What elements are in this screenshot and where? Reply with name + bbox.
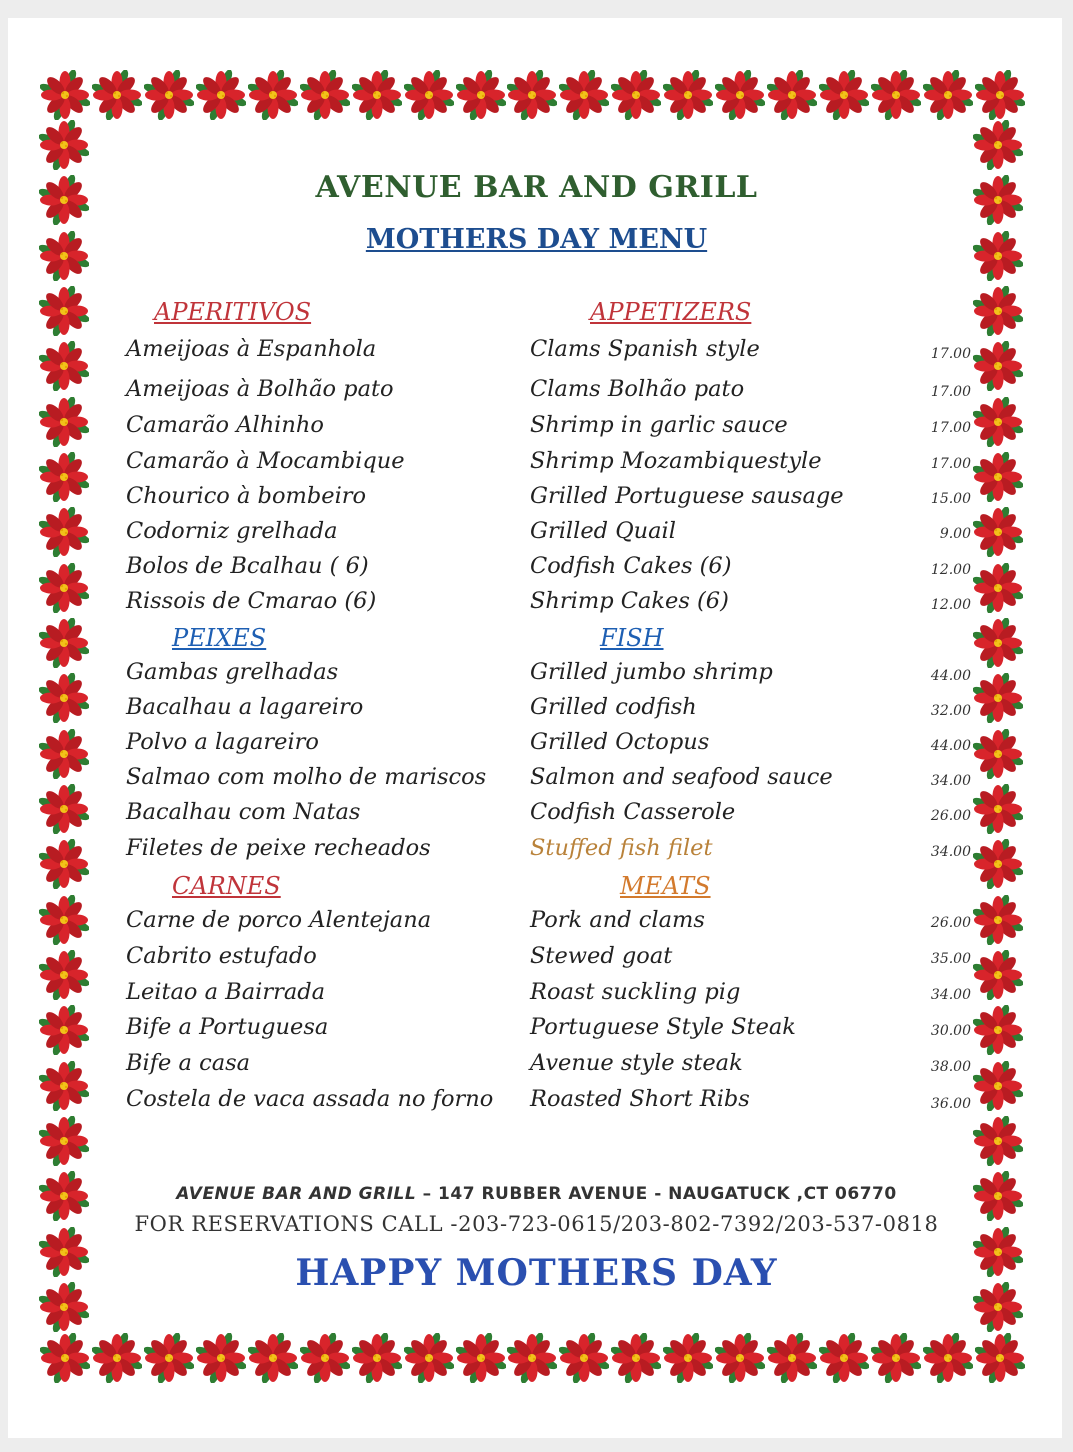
menu-item-pt: Ameijoas à Espanhola [126, 336, 377, 362]
menu-item-price: 9.00 [939, 526, 971, 542]
menu-item-pt: Camarão à Mocambique [126, 448, 405, 474]
menu-item-en: Codfish Casserole [530, 799, 736, 825]
poinsettia-icon [39, 895, 89, 945]
poinsettia-icon [39, 618, 89, 668]
menu-item-price: 12.00 [930, 597, 971, 613]
poinsettia-icon [40, 70, 90, 120]
menu-item-en: Shrimp Cakes (6) [530, 588, 729, 614]
border-bottom [40, 1333, 1025, 1383]
border-left [38, 120, 90, 1332]
poinsettia-icon [973, 507, 1023, 557]
menu-item-en: Grilled Portuguese sausage [530, 483, 844, 509]
menu-item-en: Codfish Cakes (6) [530, 553, 732, 579]
menu-item-pt: Bacalhau a lagareiro [126, 694, 364, 720]
poinsettia-icon [39, 286, 89, 336]
menu-item-price: 12.00 [930, 562, 971, 578]
menu-item-en: Avenue style steak [530, 1050, 743, 1076]
poinsettia-icon [404, 1333, 454, 1383]
poinsettia-icon [144, 70, 194, 120]
menu-item-en: Grilled Quail [530, 518, 676, 544]
poinsettia-icon [611, 70, 661, 120]
poinsettia-icon [973, 673, 1023, 723]
menu-item-en: Grilled Octopus [530, 729, 710, 755]
menu-item-pt: Codorniz grelhada [126, 518, 338, 544]
poinsettia-icon [39, 341, 89, 391]
poinsettia-icon [663, 1333, 713, 1383]
section-meats: MEATS [620, 872, 711, 900]
menu-item-en: Portuguese Style Steak [530, 1014, 796, 1040]
menu-item-price: 44.00 [930, 738, 971, 754]
poinsettia-icon [196, 70, 246, 120]
section-fish: FISH [600, 624, 664, 652]
poinsettia-icon [40, 1333, 90, 1383]
menu-item-pt: Bife a Portuguesa [126, 1014, 329, 1040]
menu-item-price: 17.00 [930, 384, 971, 400]
poinsettia-icon [973, 452, 1023, 502]
menu-item-pt: Carne de porco Alentejana [126, 907, 432, 933]
poinsettia-icon [973, 120, 1023, 170]
poinsettia-icon [975, 70, 1025, 120]
menu-item-pt: Ameijoas à Bolhão pato [126, 376, 394, 402]
poinsettia-icon [973, 341, 1023, 391]
restaurant-title: AVENUE BAR AND GRILL [315, 170, 758, 205]
poinsettia-icon [144, 1333, 194, 1383]
menu-item-en: Stewed goat [530, 943, 673, 969]
menu-title: MOTHERS DAY MENU [365, 224, 708, 255]
poinsettia-icon [767, 70, 817, 120]
menu-item-en: Grilled codfish [530, 694, 697, 720]
section-carnes: CARNES [172, 872, 281, 900]
poinsettia-icon [973, 1005, 1023, 1055]
poinsettia-icon [819, 1333, 869, 1383]
border-top [40, 70, 1025, 120]
menu-item-price: 17.00 [930, 420, 971, 436]
poinsettia-icon [559, 1333, 609, 1383]
restaurant-address [0, 1184, 1073, 1204]
menu-item-price: 35.00 [930, 951, 971, 967]
poinsettia-icon [39, 839, 89, 889]
menu-item-en: Salmon and seafood sauce [530, 764, 833, 790]
menu-item-price: 38.00 [930, 1059, 971, 1075]
poinsettia-icon [39, 563, 89, 613]
poinsettia-icon [352, 1333, 402, 1383]
poinsettia-icon [507, 1333, 557, 1383]
poinsettia-icon [248, 70, 298, 120]
poinsettia-icon [611, 1333, 661, 1383]
menu-item-en: Roast suckling pig [530, 979, 741, 1005]
menu-item-pt: Camarão Alhinho [126, 412, 324, 438]
poinsettia-icon [39, 1061, 89, 1111]
menu-item-pt: Bife a casa [126, 1050, 251, 1076]
poinsettia-icon [973, 784, 1023, 834]
menu-item-pt: Salmao com molho de mariscos [126, 764, 487, 790]
menu-item-price: 17.00 [930, 456, 971, 472]
poinsettia-icon [715, 1333, 765, 1383]
poinsettia-icon [92, 70, 142, 120]
poinsettia-icon [39, 1116, 89, 1166]
menu-item-en: Shrimp in garlic sauce [530, 412, 788, 438]
poinsettia-icon [767, 1333, 817, 1383]
poinsettia-icon [871, 70, 921, 120]
menu-item-price: 26.00 [930, 808, 971, 824]
menu-item-price: 15.00 [930, 491, 971, 507]
poinsettia-icon [973, 1116, 1023, 1166]
poinsettia-icon [973, 895, 1023, 945]
poinsettia-icon [39, 1005, 89, 1055]
menu-item-pt: Bolos de Bcalhau ( 6) [126, 553, 369, 579]
menu-item-pt: Polvo a lagareiro [126, 729, 319, 755]
poinsettia-icon [973, 729, 1023, 779]
menu-item-en: Grilled jumbo shrimp [530, 659, 773, 685]
greeting: HAPPY MOTHERS DAY [295, 1252, 778, 1294]
poinsettia-icon [39, 120, 89, 170]
poinsettia-icon [923, 1333, 973, 1383]
poinsettia-icon [973, 286, 1023, 336]
menu-item-price: 17.00 [930, 346, 971, 362]
menu-item-price: 34.00 [930, 844, 971, 860]
menu-item-pt: Costela de vaca assada no forno [126, 1086, 494, 1112]
poinsettia-icon [507, 70, 557, 120]
poinsettia-icon [973, 397, 1023, 447]
menu-item-en: Clams Spanish style [530, 336, 760, 362]
poinsettia-icon [973, 839, 1023, 889]
menu-item-pt: Cabrito estufado [126, 943, 317, 969]
menu-item-price: 30.00 [930, 1023, 971, 1039]
menu-item-pt: Bacalhau com Natas [126, 799, 361, 825]
poinsettia-icon [973, 563, 1023, 613]
poinsettia-icon [715, 70, 765, 120]
menu-item-pt: Filetes de peixe recheados [126, 835, 431, 861]
poinsettia-icon [663, 70, 713, 120]
section-appetizers: APPETIZERS [590, 298, 752, 326]
poinsettia-icon [39, 950, 89, 1000]
poinsettia-icon [559, 70, 609, 120]
poinsettia-icon [300, 70, 350, 120]
menu-item-pt: Leitao a Bairrada [126, 979, 326, 1005]
menu-item-en: Clams Bolhão pato [530, 376, 745, 402]
menu-item-pt: Rissois de Cmarao (6) [126, 588, 377, 614]
poinsettia-icon [39, 452, 89, 502]
poinsettia-icon [975, 1333, 1025, 1383]
poinsettia-icon [300, 1333, 350, 1383]
menu-item-price: 32.00 [930, 703, 971, 719]
poinsettia-icon [196, 1333, 246, 1383]
poinsettia-icon [248, 1333, 298, 1383]
poinsettia-icon [973, 950, 1023, 1000]
poinsettia-icon [39, 397, 89, 447]
poinsettia-icon [92, 1333, 142, 1383]
poinsettia-icon [39, 673, 89, 723]
menu-item-en: Shrimp Mozambiquestyle [530, 448, 822, 474]
menu-item-en: Stuffed fish filet [530, 835, 713, 861]
poinsettia-icon [39, 729, 89, 779]
reservation-phones: FOR RESERVATIONS CALL -203-723-0615/203-802-7392/203-537-0818 [134, 1212, 939, 1236]
menu-item-price: 34.00 [930, 773, 971, 789]
poinsettia-icon [871, 1333, 921, 1383]
footer-address: – 147 RUBBER AVENUE - NAUGATUCK ,CT 06770 [416, 1184, 897, 1204]
menu-item-en: Pork and clams [530, 907, 705, 933]
poinsettia-icon [352, 70, 402, 120]
menu-item-price: 34.00 [930, 987, 971, 1003]
menu-item-price: 44.00 [930, 668, 971, 684]
poinsettia-icon [456, 1333, 506, 1383]
section-aperitivos: APERITIVOS [154, 298, 312, 326]
menu-item-price: 26.00 [930, 915, 971, 931]
poinsettia-icon [819, 70, 869, 120]
poinsettia-icon [973, 618, 1023, 668]
menu-item-pt: Chourico à bombeiro [126, 483, 367, 509]
menu-item-pt: Gambas grelhadas [126, 659, 339, 685]
poinsettia-icon [39, 784, 89, 834]
menu-item-price: 36.00 [930, 1096, 971, 1112]
border-right [972, 120, 1024, 1332]
footer-restaurant-name: AVENUE BAR AND GRILL [176, 1184, 417, 1204]
poinsettia-icon [39, 507, 89, 557]
poinsettia-icon [456, 70, 506, 120]
poinsettia-icon [923, 70, 973, 120]
section-peixes: PEIXES [172, 624, 267, 652]
poinsettia-icon [404, 70, 454, 120]
menu-item-en: Roasted Short Ribs [530, 1086, 750, 1112]
poinsettia-icon [973, 1061, 1023, 1111]
